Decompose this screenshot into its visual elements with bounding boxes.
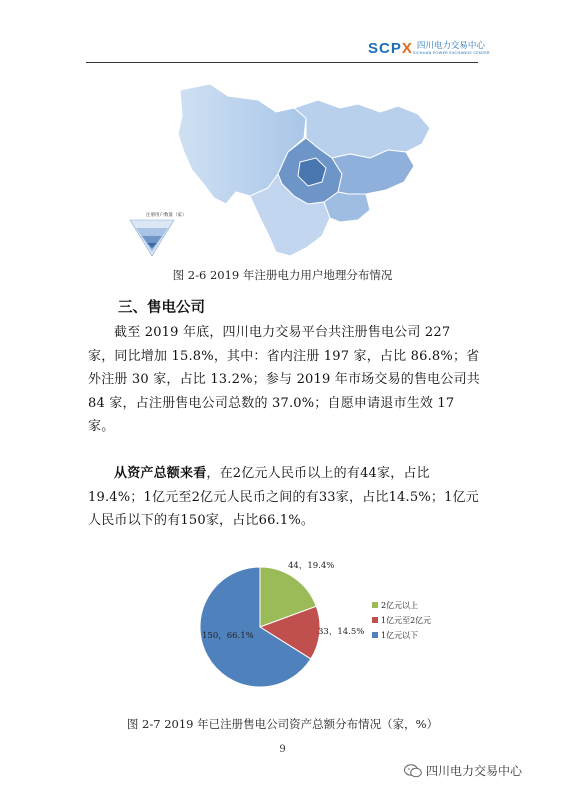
sichuan-user-distribution-map [118,78,448,274]
paragraph-asset-distribution [88,462,480,533]
wechat-watermark [404,762,522,779]
logo-wordmark: SCPX [368,40,413,57]
figure-2-6-caption: 图 2-6 2019 年注册电力用户地理分布情况 [172,268,393,282]
pie-data-label-3: 150，66.1% [202,631,254,641]
legend-label-3: 1亿元以下 [381,631,419,640]
asset-distribution-pie-chart [180,552,480,702]
legend-swatch-3 [372,632,378,638]
pie-data-label-1: 44，19.4% [288,561,335,571]
logo-org-names [413,42,490,56]
org-name-cn: 四川电力交易中心 [416,40,485,51]
map-region-southeast [324,192,370,222]
paragraph-body: ，在2亿元人民币以上的有44家，占比19.4%；1亿元至2亿元人民币之间的有33家，占比14.5%；1亿元人民币以下的有150家，占比66.1%。 [88,466,479,528]
header-logo [368,40,490,57]
legend-swatch-1 [372,602,378,608]
org-name-en: SICHUAN POWER EXCHANGE CENTER [412,50,490,56]
legend-label-2: 1亿元至2亿元 [381,616,432,625]
watermark-text: 四川电力交易中心 [426,764,523,778]
pie-data-label-2: 33，14.5% [318,627,365,637]
figure-2-7-caption: 图 2-7 2019 年已注册售电公司资产总额分布情况（家，%） [126,717,439,731]
header-rule [86,62,478,63]
paragraph-lead-bold: 从资产总额来看 [114,466,207,481]
wechat-icon [404,764,422,778]
legend-swatch-2 [372,617,378,623]
paragraph-registered-companies: 截至 2019 年底，四川电力交易平台共注册售电公司 227 家，同比增加 15.8%，其中：省内注册 197 家，占比 86.8%；省外注册 30 家，占比 13.2%；参与 2019 年市场交易的售电公司共 84 家，占注册售电公司总数的 37.0%；自愿申请退市生效 17 家。 [88,325,480,434]
section-heading: 三、售电公司 [118,300,205,316]
map-legend [130,211,187,256]
legend-label-1: 2亿元以上 [381,601,419,610]
page-number: 9 [279,744,286,755]
map-region-east [332,150,414,194]
map-legend-title: 注册用户数量（家） [146,213,187,218]
